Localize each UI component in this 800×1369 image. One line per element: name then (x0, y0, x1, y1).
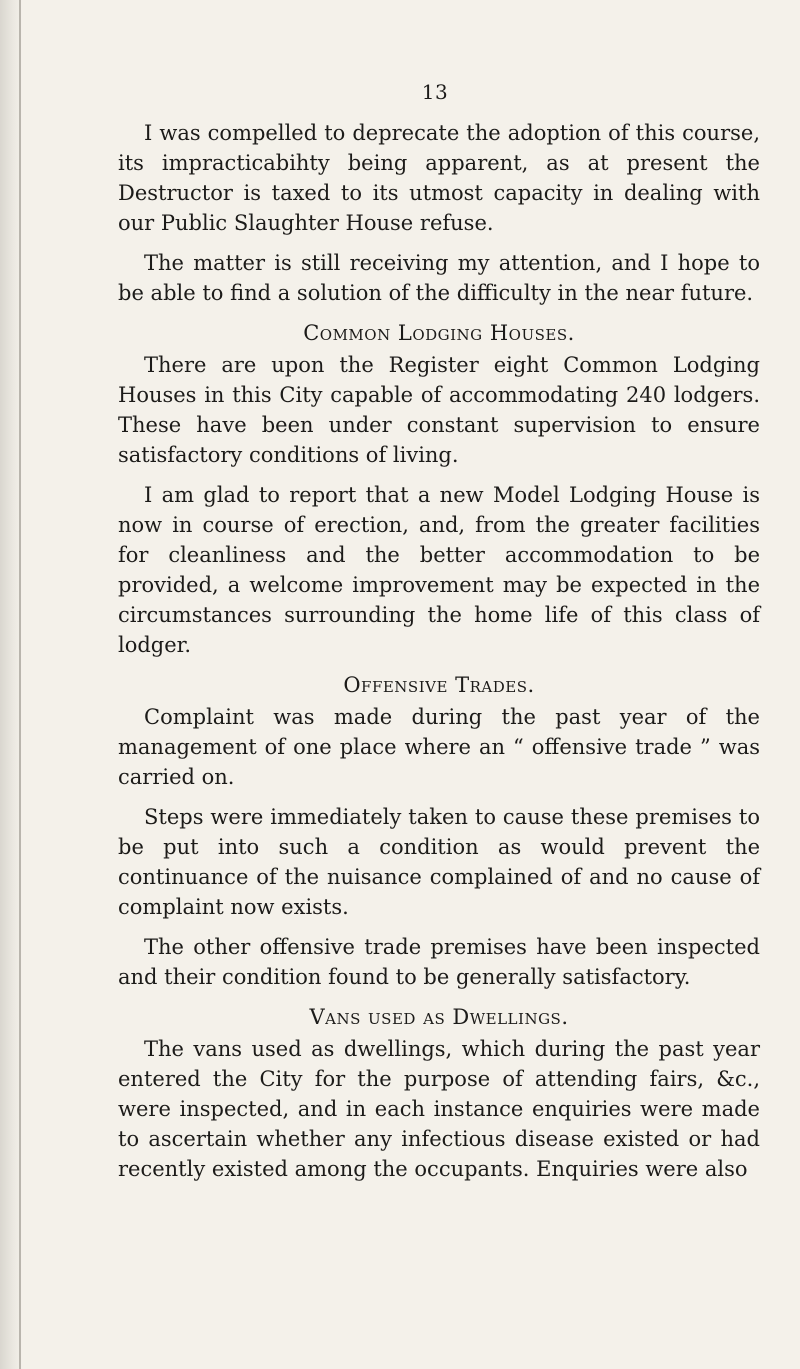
paragraph: I was compelled to deprecate the adoption of this course, its impracticabihty being apparent, as at present the Destructor is taxed to its utmost capacity in dealing with our Public Slaughter House refuse. (118, 121, 760, 235)
section-common-lodging-houses (118, 318, 760, 660)
section-heading: Offensive Trades. (343, 673, 535, 697)
page-content (118, 118, 760, 1194)
paragraph: The matter is still receiving my attention, and I hope to be able to find a solution of the difficulty in the near future. (118, 251, 760, 305)
section-offensive-trades (118, 670, 760, 992)
paragraph: There are upon the Register eight Common Lodging Houses in this City capable of accommodating 240 lodgers. These have been under constant supervision to ensure satisfactory conditions of living. (118, 353, 760, 467)
section-intro (118, 118, 760, 308)
section-heading: Common Lodging Houses. (303, 321, 575, 345)
paragraph: Steps were immediately taken to cause these premises to be put into such a condition as would prevent the continuance of the nuisance complained of and no cause of complaint now exists. (118, 805, 760, 919)
section-vans-used-as-dwellings (118, 1002, 760, 1184)
page-binding-edge (19, 0, 21, 1369)
paragraph: Complaint was made during the past year of the management of one place where an “ offensive trade ” was carried on. (118, 705, 760, 789)
section-heading: Vans used as Dwellings. (309, 1005, 569, 1029)
paragraph: The other offensive trade premises have been inspected and their condition found to be generally satisfactory. (118, 935, 760, 989)
page-number: 13 (421, 80, 449, 104)
paragraph: I am glad to report that a new Model Lodging House is now in course of erection, and, from the greater facilities for cleanliness and the better accommodation to be provided, a welcome improvement may be expected in the circumstances surrounding the home life of this class of lodger. (118, 483, 760, 657)
paragraph: The vans used as dwellings, which during the past year entered the City for the purpose of attending fairs, &c., were inspected, and in each instance enquiries were made to ascertain whether any infectious disease existed or had recently existed among the occupants. Enquiries were also (118, 1037, 760, 1181)
